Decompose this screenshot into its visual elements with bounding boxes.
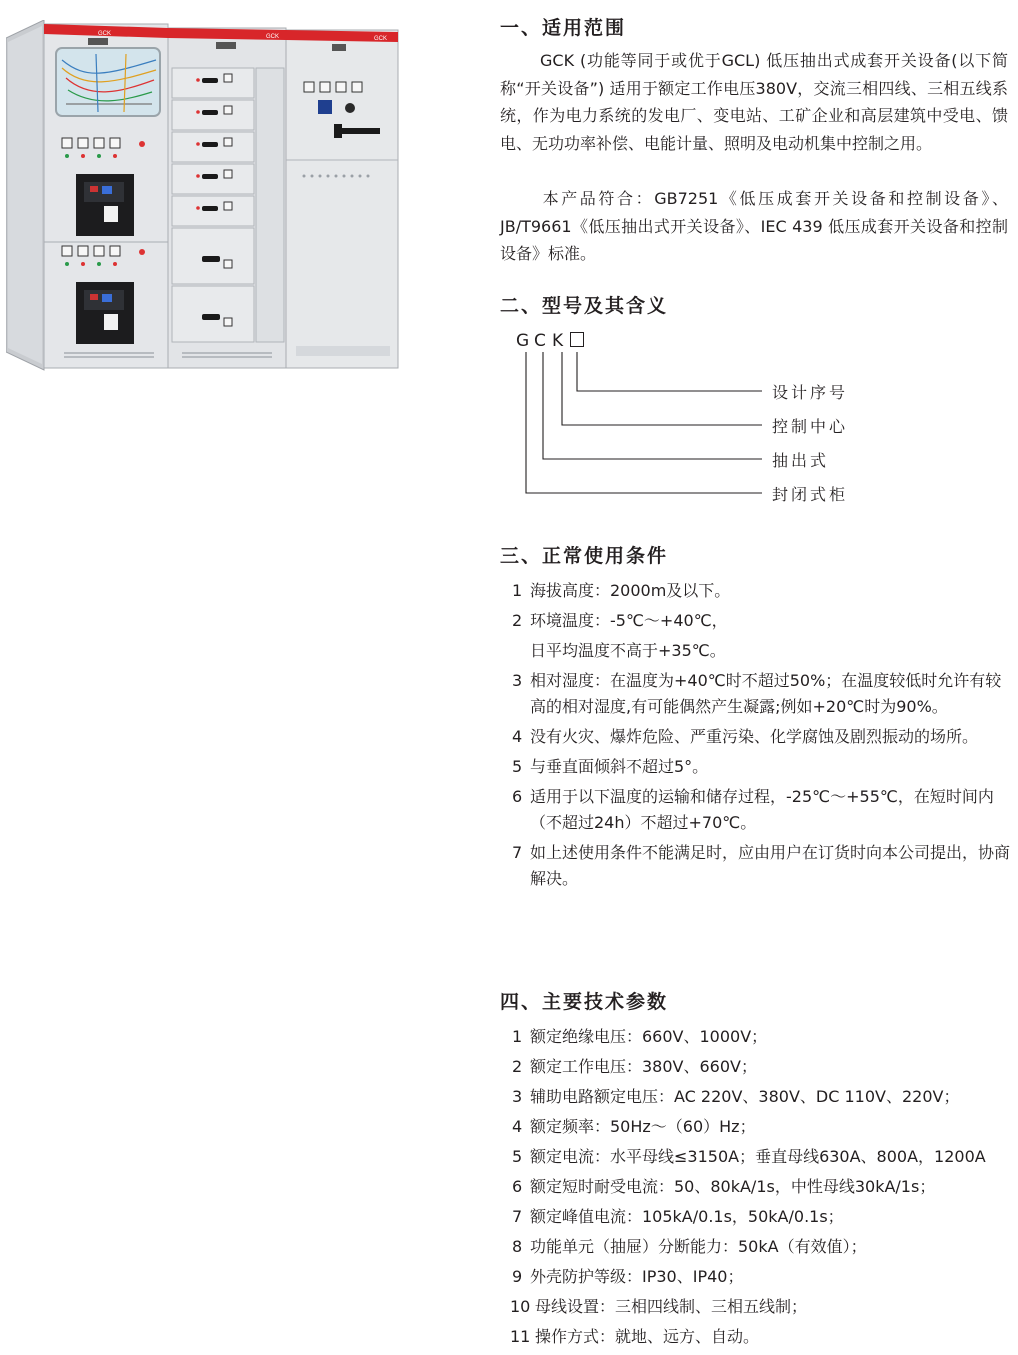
model-code [516, 331, 584, 351]
list-item: 1 海拔高度：2000m及以下。 [512, 581, 731, 600]
list-item: 3 相对湿度：在温度为+40℃时不超过50%；在温度较低时允许有较高的相对湿度,有可能偶然产生凝露;例如+20℃时为90%。 [512, 671, 1002, 716]
model-label-control-center: 控制中心 [772, 417, 849, 436]
section-heading-model: 二、型号及其含义 [500, 295, 669, 317]
standards-paragraph-text: 本产品符合：GB7251《低压成套开关设备和控制设备》、JB/T9661《低压抽出式开关设备》、IEC 439 低压成套开关设备和控制设备》标准。 [500, 189, 1008, 263]
switchgear-cabinet-photo [6, 20, 400, 372]
section-heading-scope: 一、适用范围 [500, 17, 627, 39]
list-item: 11 操作方式：就地、远方、自动。 [510, 1327, 760, 1346]
list-item: 6 额定短时耐受电流：50、80kA/1s，中性母线30kA/1s； [512, 1177, 936, 1196]
list-item: 1 额定绝缘电压：660V、1000V； [512, 1027, 768, 1046]
standards-paragraph [500, 185, 1008, 268]
parameters-list [512, 1022, 1018, 1352]
model-label-design-number: 设计序号 [772, 383, 849, 402]
scope-paragraph-text: GCK (功能等同于或优于GCL) 低压抽出式成套开关设备(以下简称“开关设备”) 适用于额定工作电压380V，交流三相四线、三相五线系统，作为电力系统的发电厂、变电站、工矿企业和高层建筑中受电、馈电、无功功率补偿、电能计量、照明及电动机集中控制之用。 [500, 51, 1008, 153]
list-item: 6 适用于以下温度的运输和储存过程，-25℃～+55℃，在短时间内（不超过24h）不超过+70℃。 [512, 787, 994, 832]
conditions-list [512, 578, 1016, 896]
panel-label-1: GCK [98, 31, 112, 37]
list-item: 2 环境温度：-5℃～+40℃， 日平均温度不高于+35℃。 [512, 611, 728, 660]
scope-paragraph [500, 47, 1008, 157]
panel-label-2: GCK [266, 34, 280, 40]
list-item: 4 没有火灾、爆炸危险、严重污染、化学腐蚀及剧烈振动的场所。 [512, 727, 979, 746]
list-item: 7 如上述使用条件不能满足时，应由用户在订货时向本公司提出，协商解决。 [512, 843, 1011, 888]
panel-label-3: GCK [374, 36, 388, 42]
list-item: 8 功能单元（抽屉）分断能力：50kA（有效值）； [512, 1237, 867, 1256]
section-heading-conditions: 三、正常使用条件 [500, 545, 669, 567]
section-heading-parameters: 四、主要技术参数 [500, 991, 669, 1013]
list-item: 2 额定工作电压：380V、660V； [512, 1057, 757, 1076]
list-item: 5 与垂直面倾斜不超过5°。 [512, 757, 709, 776]
model-letter-g: G [516, 331, 531, 351]
model-letter-k: K [552, 331, 565, 351]
model-letter-c: C [534, 331, 547, 351]
model-label-withdrawable: 抽出式 [772, 451, 830, 470]
model-bracket-lines [500, 350, 770, 500]
model-placeholder-box [570, 332, 584, 347]
list-item: 5 额定电流：水平母线≤3150A；垂直母线630A、800A，1200A [512, 1147, 986, 1166]
list-item: 10 母线设置：三相四线制、三相五线制； [510, 1297, 808, 1316]
list-item: 4 额定频率：50Hz～（60）Hz； [512, 1117, 756, 1136]
list-item: 9 外壳防护等级：IP30、IP40； [512, 1267, 744, 1286]
list-item: 3 辅助电路额定电压：AC 220V、380V、DC 110V、220V； [512, 1087, 960, 1106]
list-item: 7 额定峰值电流：105kA/0.1s，50kA/0.1s； [512, 1207, 844, 1226]
model-label-enclosed-cabinet: 封闭式柜 [772, 485, 849, 504]
